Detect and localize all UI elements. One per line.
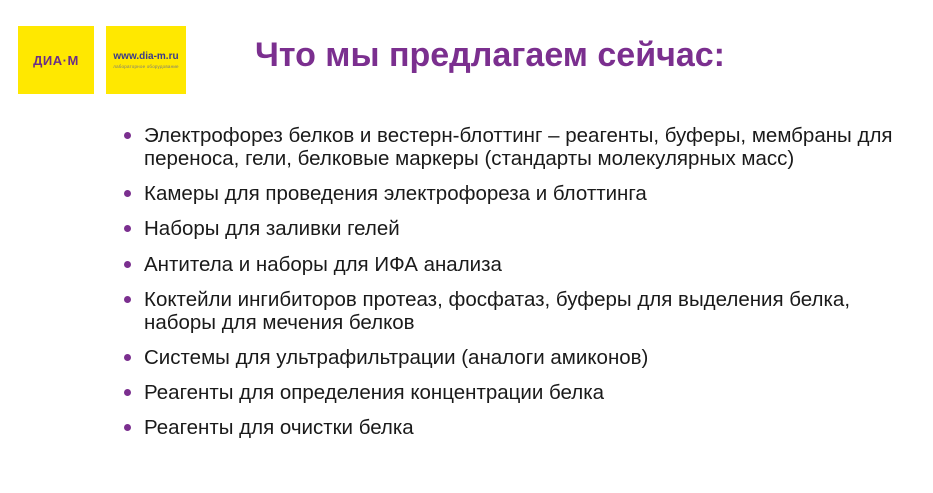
list-item (122, 124, 912, 170)
list-item-label: Антитела и наборы для ИФА анализа (144, 252, 502, 276)
list-item-label: Электрофорез белков и вестерн-блоттинг – реагенты, буферы, мембраны для переноса, гели, белковые маркеры (стандарты молекулярных масс) (144, 124, 893, 171)
list-item (122, 217, 912, 240)
list-item-label: Наборы для заливки гелей (144, 217, 400, 241)
bullet-dot-icon (124, 261, 131, 268)
list-item (122, 416, 912, 439)
list-item-label: Реагенты для определения концентрации белка (144, 381, 605, 405)
list-item-label: Системы для ультрафильтрации (аналоги амиконов) (144, 346, 649, 370)
bullet-dot-icon (124, 190, 131, 197)
bullet-dot-icon (124, 389, 131, 396)
list-item-label: Коктейли ингибиторов протеаз, фосфатаз, буферы для выделения белка, наборы для мечения белков (144, 287, 851, 334)
bullet-dot-icon (124, 354, 131, 361)
dia-m-site-logo (106, 26, 186, 94)
list-item (122, 182, 912, 205)
dia-m-site-logo-text: www.dia-m.ru (113, 51, 179, 62)
diam-logo (18, 26, 94, 94)
list-item-label: Камеры для проведения электрофореза и блоттинга (144, 182, 647, 206)
list-item (122, 288, 912, 334)
dia-m-site-logo-subtext: лабораторное оборудование (113, 64, 179, 69)
list-item-label: Реагенты для очистки белка (144, 416, 414, 440)
bullet-dot-icon (124, 424, 131, 431)
list-item (122, 253, 912, 276)
list-item (122, 381, 912, 404)
bullet-dot-icon (124, 132, 131, 139)
page-title: Что мы предлагаем сейчас: (255, 36, 725, 74)
list-item (122, 346, 912, 369)
diam-logo-text: ДИА·М (33, 52, 79, 68)
bullet-dot-icon (124, 296, 131, 303)
bullet-list (122, 124, 912, 452)
logo-bar (18, 26, 186, 94)
bullet-dot-icon (124, 225, 131, 232)
